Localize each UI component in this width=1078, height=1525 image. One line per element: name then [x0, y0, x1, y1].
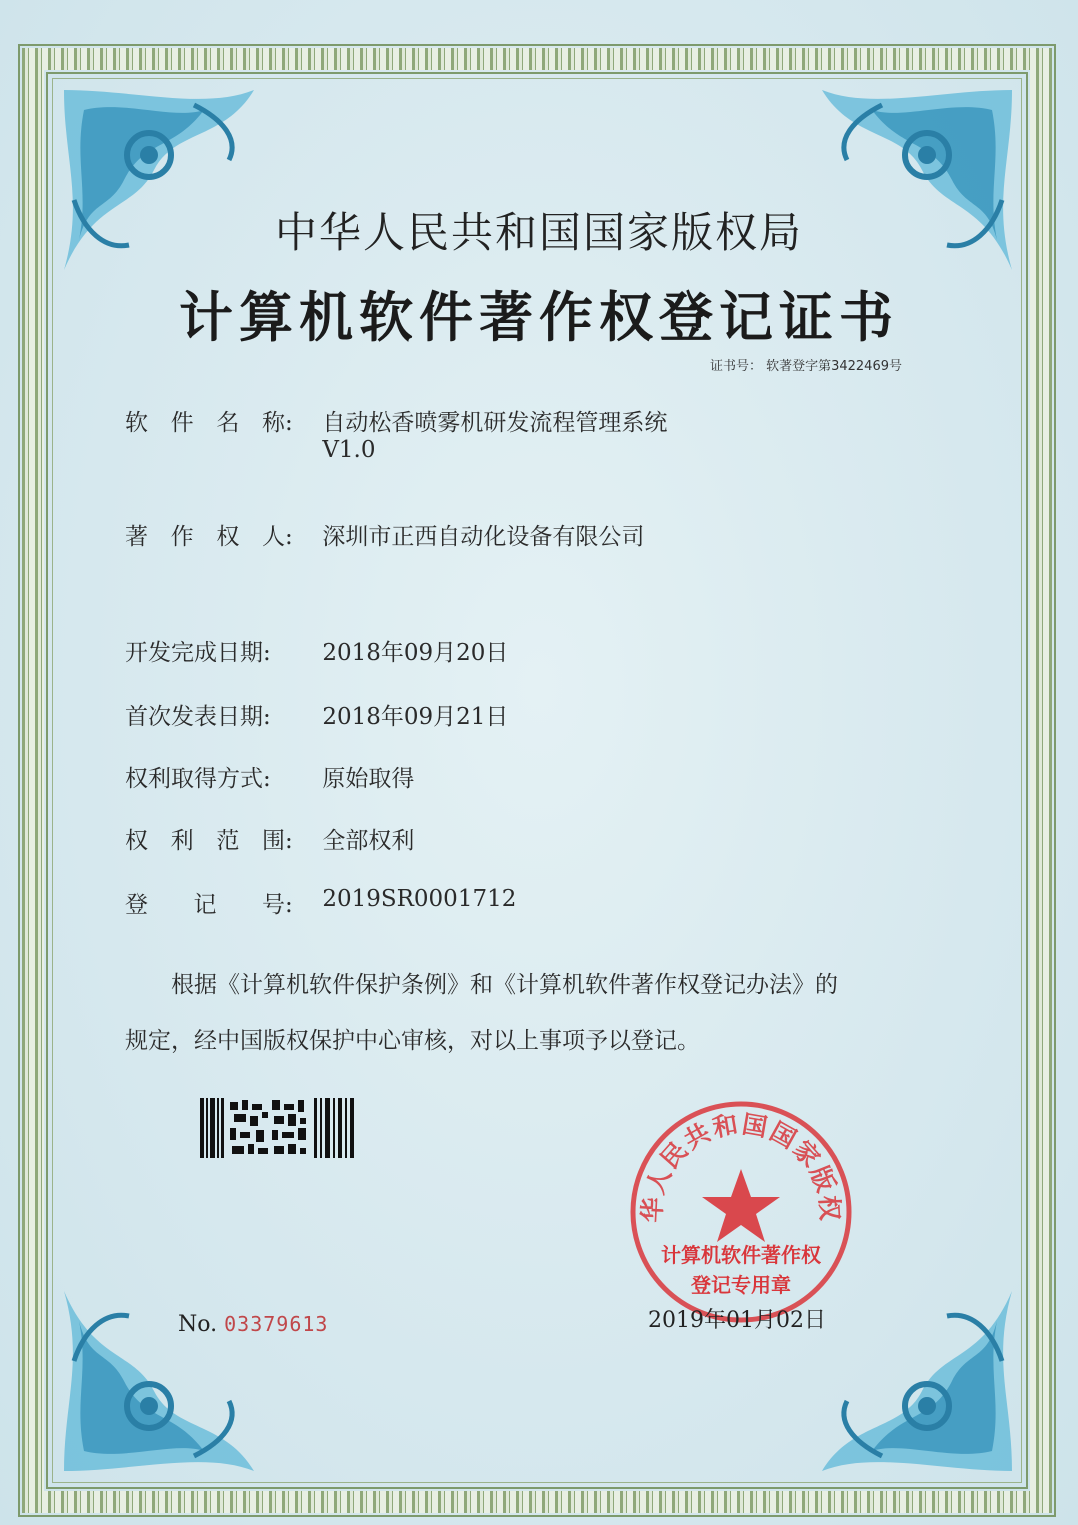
- label-char: 范: [216, 828, 240, 854]
- certificate-number-label: 证书号：: [709, 359, 762, 374]
- serial-number-value: 03379613: [224, 1312, 329, 1336]
- field-scope: [125, 822, 414, 855]
- label-char: 著: [125, 524, 148, 550]
- certificate-number: [710, 355, 902, 374]
- scope-value: 全部权利: [322, 828, 415, 854]
- seal-line1: 计算机软件著作权: [661, 1243, 821, 1267]
- field-owner: [125, 518, 644, 551]
- barcode: [200, 1098, 354, 1158]
- seal-line2: 登记专用章: [691, 1273, 791, 1297]
- statement-line1: 根据《计算机软件保护条例》和《计算机软件著作权登记办法》的: [171, 972, 838, 998]
- label-char: 记: [193, 892, 217, 918]
- label-char: 利: [170, 828, 194, 854]
- software-name-value: [322, 404, 667, 463]
- label-char: 权: [125, 828, 148, 854]
- software-name-line1: 自动松香喷雾机研发流程管理系统: [322, 410, 668, 436]
- acquire-value: 原始取得: [322, 766, 415, 792]
- pub-date-value: 2018年09月21日: [322, 704, 509, 730]
- owner-label: [125, 518, 315, 551]
- statement-line2: 规定，经中国版权保护中心审核，对以上事项予以登记。: [125, 1028, 700, 1054]
- software-name-label: [125, 404, 315, 437]
- dev-date-label: 开发完成日期:: [125, 640, 271, 666]
- issuing-authority: 中华人民共和国国家版权局: [274, 208, 803, 257]
- dev-date-value: 2018年09月20日: [322, 640, 509, 666]
- scope-label: [125, 822, 315, 855]
- label-colon: :: [285, 892, 293, 918]
- certificate-number-value: 软著登字第3422469号: [766, 359, 902, 374]
- software-name-version: V1.0: [322, 437, 376, 463]
- field-software-name: [125, 404, 667, 463]
- pub-date-label: 首次发表日期:: [125, 704, 271, 730]
- seal-ring-text: 华人民共和国国家版权: [637, 1109, 845, 1224]
- field-pub-date: [125, 698, 508, 731]
- label-char: 名: [216, 410, 240, 436]
- label-colon: :: [285, 524, 293, 550]
- field-reg-number: [125, 886, 516, 919]
- star-icon: [702, 1169, 780, 1242]
- label-char: 称: [261, 410, 285, 436]
- certificate-title: 计算机软件著作权登记证书: [179, 286, 899, 349]
- acquire-label: 权利取得方式:: [125, 766, 271, 792]
- registration-statement: [125, 957, 955, 1069]
- label-char: 登: [125, 892, 148, 918]
- reg-number-label: [125, 886, 315, 919]
- owner-value: 深圳市正西自动化设备有限公司: [322, 524, 645, 550]
- corner-ornament-bottom-left: [54, 1281, 274, 1481]
- label-colon: :: [285, 410, 293, 436]
- label-char: 软: [125, 410, 148, 436]
- issue-date: 2019年01月02日: [648, 1308, 826, 1333]
- serial-number: [178, 1312, 328, 1337]
- official-seal: [626, 1097, 856, 1327]
- field-dev-date: [125, 634, 508, 667]
- label-char: 围: [261, 828, 285, 854]
- label-char: 件: [170, 410, 194, 436]
- label-colon: :: [285, 828, 293, 854]
- reg-number-value: 2019SR0001712: [322, 886, 517, 912]
- serial-number-label: No.: [178, 1312, 218, 1337]
- label-char: 号: [262, 892, 285, 918]
- field-acquire: [125, 760, 414, 793]
- label-char: 作: [170, 524, 194, 550]
- label-char: 人: [261, 524, 285, 550]
- label-char: 权: [216, 524, 240, 550]
